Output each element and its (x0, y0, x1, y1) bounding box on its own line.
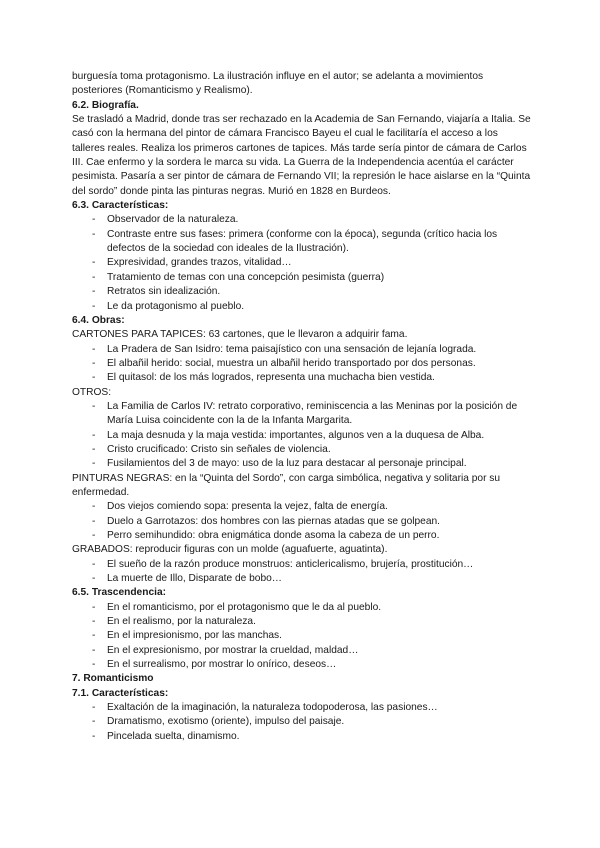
list-item: - Perro semihundido: obra enigmática donde asoma la cabeza de un perro. (72, 529, 532, 543)
section-6-2-heading: 6.2. Biografía. (72, 99, 139, 111)
section-6-5-heading: 6.5. Trascendencia: (72, 587, 166, 599)
list-item: - En el romanticismo, por el protagonismo que le da al pueblo. (72, 601, 532, 615)
list-item: - La muerte de Illo, Disparate de bobo… (72, 572, 532, 586)
cartones-list (72, 343, 532, 386)
otros-label: OTROS: (72, 386, 112, 398)
pinturas-negras-list (72, 500, 532, 543)
pinturas-negras-label: PINTURAS NEGRAS: en la “Quinta del Sordo”, con carga simbólica, negativa y solitaria por su enfermedad. (72, 472, 501, 498)
section-7-1-heading: 7.1. Características: (72, 687, 169, 699)
list-item: - El quitasol: de los más logrados, representa una muchacha bien vestida. (72, 371, 532, 385)
intro-paragraph: burguesía toma protagonismo. La ilustración influye en el autor; se adelanta a movimientos posteriores (Romanticismo y Realismo). (72, 71, 484, 97)
list-item: - Duelo a Garrotazos: dos hombres con las piernas atadas que se golpean. (72, 515, 532, 529)
list-item: - El sueño de la razón produce monstruos: anticlericalismo, brujería, prostitución… (72, 558, 532, 572)
list-item: - Expresividad, grandes trazos, vitalidad… (72, 256, 532, 270)
list-item: - En el surrealismo, por mostrar lo onírico, deseos… (72, 658, 532, 672)
list-item: - Exaltación de la imaginación, la naturaleza todopoderosa, las pasiones… (72, 701, 532, 715)
list-item: - Dos viejos comiendo sopa: presenta la vejez, falta de energía. (72, 500, 532, 514)
grabados-list (72, 558, 532, 587)
section-6-3-heading: 6.3. Características: (72, 200, 169, 212)
list-item: - Contraste entre sus fases: primera (conforme con la época), segunda (crítico hacia los defectos de la sociedad con ideales de la Ilustración). (72, 228, 532, 257)
section-6-4-heading: 6.4. Obras: (72, 314, 125, 326)
characteristics-list (72, 213, 532, 313)
biography-paragraph: Se trasladó a Madrid, donde tras ser rechazado en la Academia de San Fernando, viajaría a Italia. Se casó con la hermana del pintor de cámara Francisco Bayeu el cual le facilitaría el acceso a los talleres reales. Realiza los primeros cartones de tapices. Más tarde sería pintor de cámara de Carlos III. Cae enfermo y la sordera le marca su vida. La Guerra de la Independencia acentúa el carácter pesimista. Pasaría a ser pintor de cámara de Fernando VII; la represión le hace aislarse en la “Quinta del sordo” donde pinta las pinturas negras. Murió en 1828 en Burdeos. (72, 114, 531, 197)
list-item: - Tratamiento de temas con una concepción pesimista (guerra) (72, 271, 532, 285)
trascendencia-list (72, 601, 532, 673)
list-item: - Cristo crucificado: Cristo sin señales de violencia. (72, 443, 532, 457)
list-item: - En el impresionismo, por las manchas. (72, 629, 532, 643)
list-item: - La Familia de Carlos IV: retrato corporativo, reminiscencia a las Meninas por la posición de María Luisa coincidente con la de la Infanta Margarita. (72, 400, 532, 429)
list-item: - En el realismo, por la naturaleza. (72, 615, 532, 629)
romanticismo-characteristics-list (72, 701, 532, 744)
list-item: - Le da protagonismo al pueblo. (72, 300, 532, 314)
grabados-label: GRABADOS: reproducir figuras con un molde (aguafuerte, aguatinta). (72, 544, 388, 556)
section-7-heading: 7. Romanticismo (72, 673, 154, 685)
list-item: - Observador de la naturaleza. (72, 213, 532, 227)
document-page (72, 70, 532, 744)
cartones-label: CARTONES PARA TAPICES: 63 cartones, que le llevaron a adquirir fama. (72, 329, 408, 341)
list-item: - Retratos sin idealización. (72, 285, 532, 299)
list-item: - El albañil herido: social, muestra un albañil herido transportado por dos personas. (72, 357, 532, 371)
list-item: - La maja desnuda y la maja vestida: importantes, algunos ven a la duquesa de Alba. (72, 429, 532, 443)
list-item: - En el expresionismo, por mostrar la crueldad, maldad… (72, 644, 532, 658)
list-item: - Pincelada suelta, dinamismo. (72, 730, 532, 744)
otros-list (72, 400, 532, 472)
list-item: - Fusilamientos del 3 de mayo: uso de la luz para destacar al personaje principal. (72, 457, 532, 471)
list-item: - La Pradera de San Isidro: tema paisajístico con una sensación de lejanía lograda. (72, 343, 532, 357)
list-item: - Dramatismo, exotismo (oriente), impulso del paisaje. (72, 715, 532, 729)
